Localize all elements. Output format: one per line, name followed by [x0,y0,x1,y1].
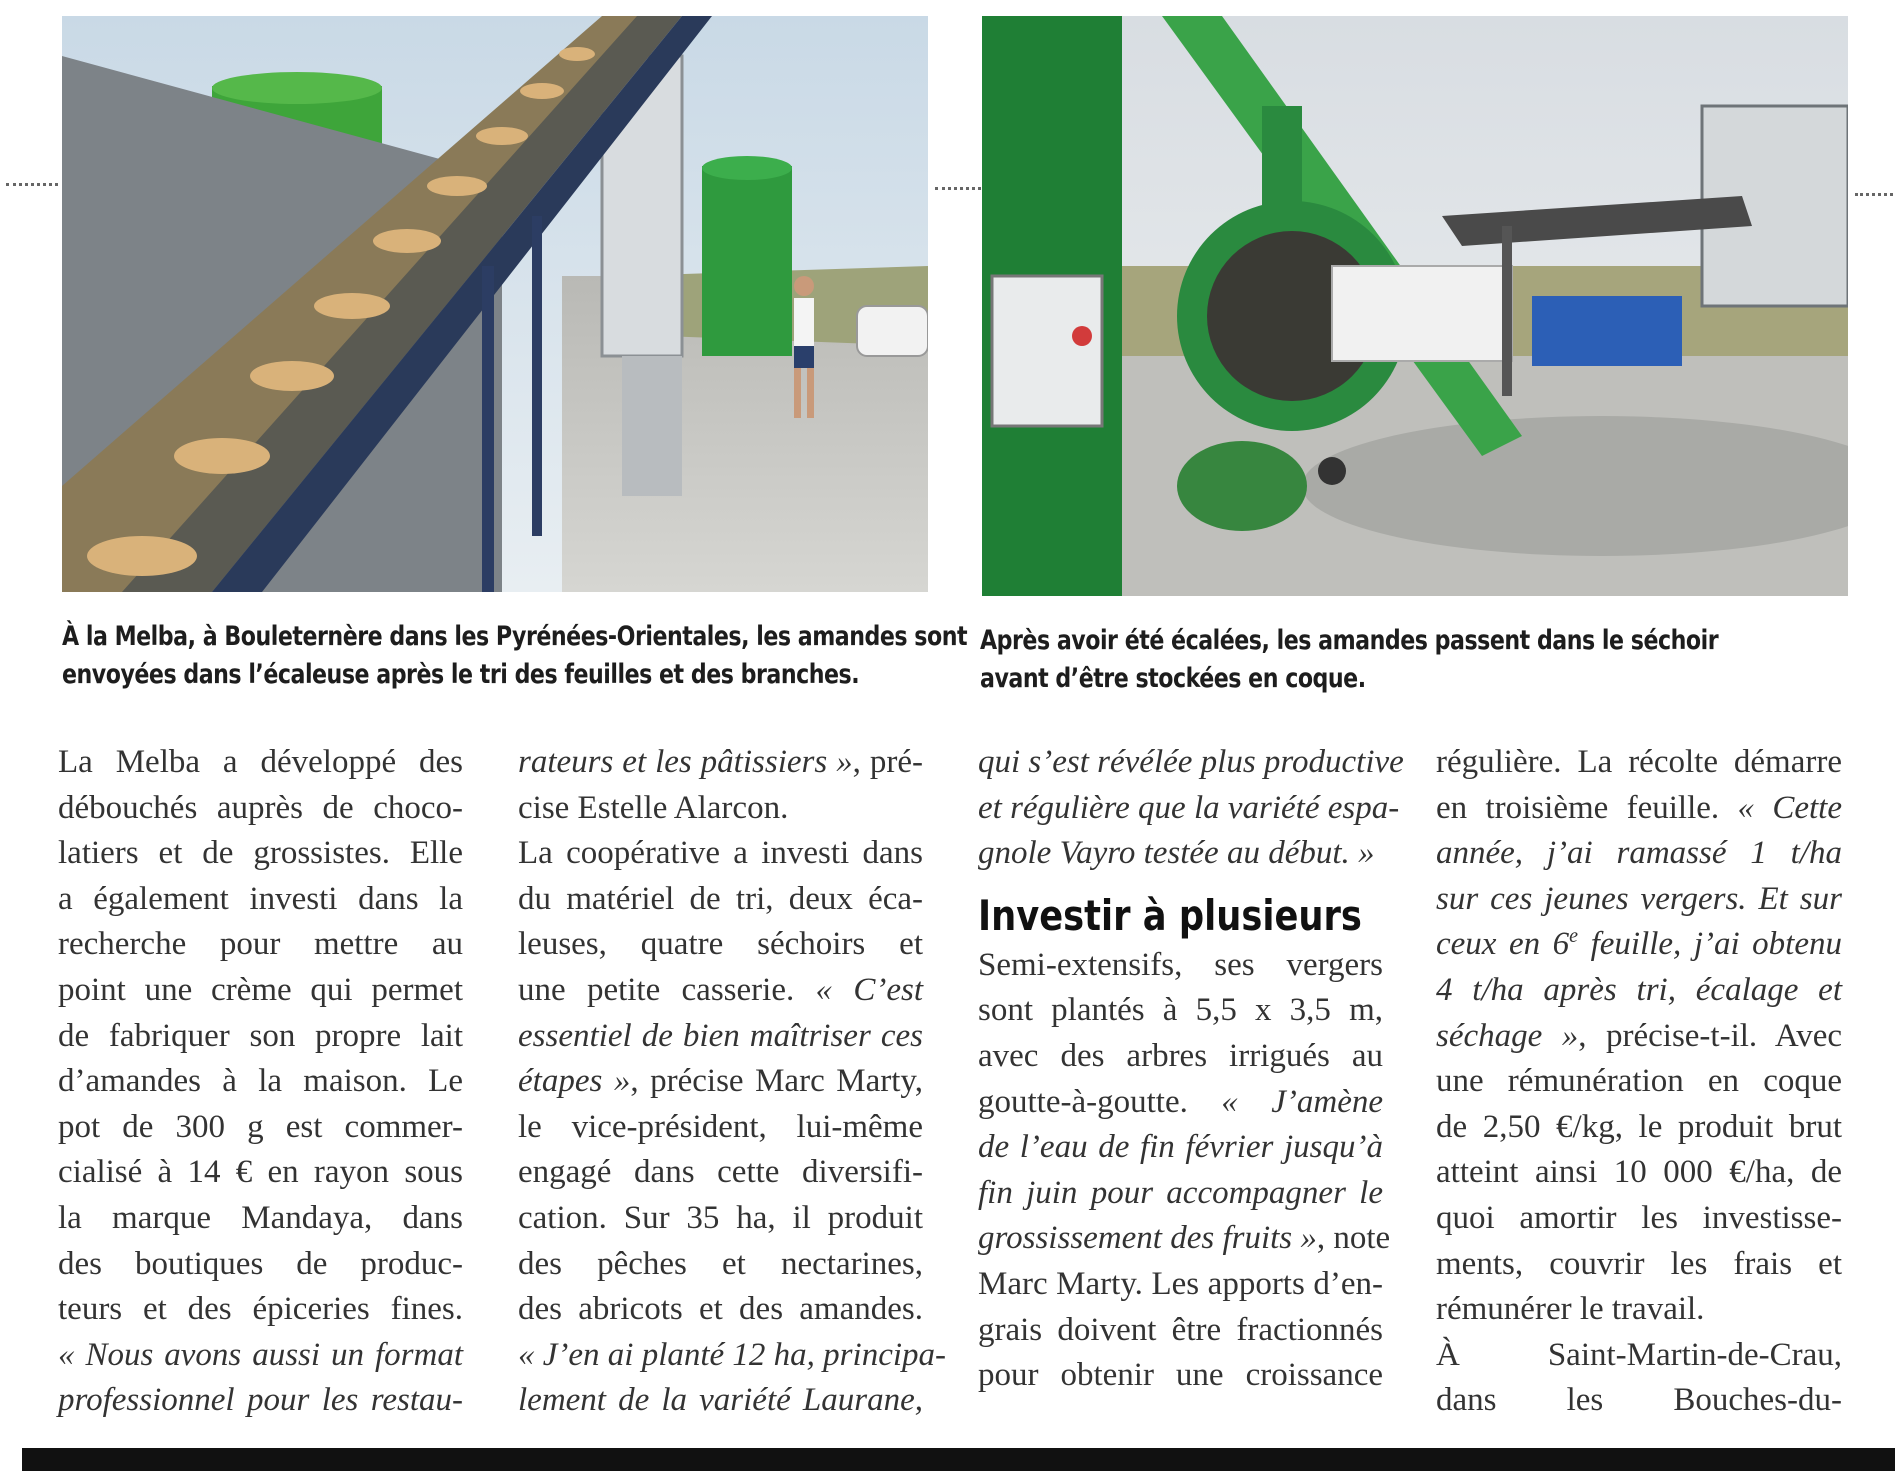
text-line [1436,1287,1842,1333]
text-segment: 4 t/ha après tri, écalage et [1436,971,1842,1008]
article-column-2 [518,740,947,1424]
text-line [978,786,1400,832]
text-line [58,1014,463,1060]
text-segment: teurs et des épiceries fines. [58,1291,463,1328]
text-segment: des boutiques de produc- [58,1245,463,1282]
text-segment: engagé dans cette diversifi- [518,1154,923,1191]
section-heading: Investir à plusieurs [978,890,1362,940]
text-segment: la marque Mandaya, dans [58,1199,463,1236]
text-line [518,1378,923,1424]
text-segment: gnole Vayro testée au début. » [978,835,1375,872]
text-line [978,1125,1383,1171]
text-line [518,1333,947,1379]
text-line [518,1059,923,1105]
text-line [1436,831,1842,877]
text-segment: Marc Marty. Les apports d’en- [978,1265,1383,1302]
text-line [58,1196,463,1242]
text-line [1436,877,1842,923]
text-line [58,1287,463,1333]
text-line [518,877,923,923]
text-segment: essentiel de bien maîtriser ces [518,1017,923,1054]
text-line [1436,786,1842,832]
text-segment: À Saint-Martin-de-Crau, [1436,1336,1842,1373]
text-line [1436,968,1842,1014]
text-segment: « Nous avons aussi un format [58,1336,463,1373]
text-segment: une petite casserie. [518,971,816,1008]
text-segment: « Cette [1737,789,1842,826]
text-segment: et régulière que la variété espa- [978,789,1400,826]
text-line [58,1333,463,1379]
caption-left-line: À la Melba, à Bouleternère dans les Pyrénées-Orientales, les amandes sont [62,621,968,652]
paragraph [518,740,947,1424]
text-line [518,1196,923,1242]
text-line [1436,1105,1842,1151]
text-line [58,1150,463,1196]
text-segment: quoi amortir les investisse- [1436,1199,1842,1236]
text-segment: pot de 300 g est commer- [58,1108,463,1145]
text-line [58,740,463,786]
text-segment: professionnel pour les restau- [58,1382,463,1419]
text-segment: une rémunération en coque [1436,1063,1842,1100]
text-line [58,968,463,1014]
text-segment: en troisième feuille. [1436,789,1738,826]
text-segment: de fabriquer son propre lait [58,1017,463,1054]
text-segment: Semi-extensifs, ses vergers [978,946,1383,983]
text-segment: sont plantés à 5,5 x 3,5 m, [978,992,1383,1029]
text-segment: étapes » [518,1063,631,1100]
text-segment: du matériel de tri, deux éca- [518,880,923,917]
text-segment: recherche pour mettre au [58,926,463,963]
text-line [978,1308,1383,1354]
text-segment: rémunérer le travail. [1436,1291,1705,1328]
text-segment: a également investi dans la [58,880,463,917]
text-line [1436,1150,1842,1196]
dotted-leader-right [1855,193,1893,196]
conveyor-illustration [62,16,928,592]
text-segment: avec des arbres irrigués au [978,1037,1383,1074]
paragraph [58,740,463,1424]
text-line [518,1150,923,1196]
text-segment: lement de la variété Laurane, [518,1382,923,1419]
text-line [978,831,1383,877]
text-line [518,968,923,1014]
text-line [518,1242,923,1288]
text-segment: e [1569,925,1579,948]
text-segment: rateurs et les pâtissiers » [518,744,853,780]
text-line [518,740,923,786]
text-line [1436,1378,1842,1424]
text-segment: régulière. La récolte démarre [1436,744,1842,780]
caption-right-line: Après avoir été écalées, les amandes passent dans le séchoir [980,625,1719,656]
text-segment: débouchés auprès de choco- [58,789,463,826]
caption-right [980,622,1718,698]
text-line [1436,1333,1842,1379]
text-line [978,1080,1383,1126]
text-line [978,1034,1383,1080]
text-line [1436,740,1842,786]
text-segment: fin juin pour accompagner le [978,1174,1383,1211]
text-line [58,1242,463,1288]
text-line [518,786,923,832]
text-line [58,1105,463,1151]
text-segment: pour obtenir une croissance [978,1357,1383,1394]
text-segment: « J’amène [1221,1083,1384,1120]
caption-right-line: avant d’être stockées en coque. [980,663,1366,694]
text-line [58,922,463,968]
text-segment: leuses, quatre séchoirs et [518,926,923,963]
text-segment: de 2,50 €/kg, le produit brut [1436,1108,1842,1145]
caption-left-line: envoyées dans l’écaleuse après le tri des feuilles et des branches. [62,659,860,690]
text-line [518,831,923,877]
text-segment: sur ces jeunes vergers. Et sur [1436,880,1842,917]
text-segment: cialisé à 14 € en rayon sous [58,1154,463,1191]
text-line [58,1378,463,1424]
text-line [58,831,463,877]
text-segment: d’amandes à la maison. Le [58,1063,463,1100]
text-line [58,877,463,923]
text-segment: grais doivent être fractionnés [978,1311,1383,1348]
text-segment: cation. Sur 35 ha, il produit [518,1199,923,1236]
text-segment: qui s’est révélée plus productive [978,744,1404,780]
text-segment: ceux en 6 [1436,926,1570,963]
text-segment: , pré- [852,744,923,780]
text-segment: , note [1316,1220,1391,1257]
bottom-rule [22,1448,1895,1471]
text-line [978,988,1383,1034]
text-line [978,1171,1383,1217]
text-line [518,1287,923,1333]
text-segment: latiers et de grossistes. Elle [58,835,463,872]
text-line [518,1105,923,1151]
text-line [58,786,463,832]
photo-almond-conveyor [62,16,928,592]
text-segment: feuille, j’ai obtenu [1578,926,1842,963]
text-segment: La Melba a développé des [58,744,463,780]
text-line [1436,1196,1842,1242]
text-segment: dans les Bouches-du- [1436,1382,1842,1419]
text-segment: « J’en ai planté 12 ha, principa- [518,1336,947,1373]
dryer-illustration [982,16,1848,596]
text-segment: des abricots et des amandes. [518,1291,923,1328]
text-line [978,740,1404,786]
text-segment: point une crème qui permet [58,971,463,1008]
text-segment: atteint ainsi 10 000 €/ha, de [1436,1154,1842,1191]
text-line [1436,922,1842,968]
paragraph [1436,740,1842,1424]
text-line [1436,1059,1842,1105]
article-column-4 [1436,740,1842,1424]
text-segment: cise Estelle Alarcon. [518,789,789,826]
text-segment: goutte-à-goutte. [978,1083,1222,1120]
text-line [518,1014,923,1060]
caption-left [62,618,967,694]
paragraph [978,740,1404,877]
text-line [518,922,923,968]
text-segment: ments, couvrir les frais et [1436,1245,1842,1282]
text-segment: La coopérative a investi dans [518,835,923,872]
text-line [1436,1014,1842,1060]
article-column-3 [978,740,1404,1399]
dotted-leader-middle [935,187,981,190]
text-segment: , précise Marc Marty, [630,1063,923,1100]
dotted-leader-left [6,183,58,186]
text-segment: « C’est [815,971,923,1008]
text-segment: des pêches et nectarines, [518,1245,923,1282]
text-line [978,943,1383,989]
paragraph [978,943,1391,1399]
text-segment: séchage » [1436,1017,1579,1054]
text-segment: de l’eau de fin février jusqu’à [978,1129,1383,1166]
article-column-1 [58,740,463,1424]
text-line [978,1216,1391,1262]
text-line [978,1262,1383,1308]
text-line [58,1059,463,1105]
text-line [1436,1242,1842,1288]
text-line [978,1353,1383,1399]
text-segment: le vice-président, lui-même [518,1108,923,1145]
photo-almond-dryer [982,16,1848,596]
text-segment: grossissement des fruits » [978,1220,1317,1257]
text-segment: année, j’ai ramassé 1 t/ha [1436,835,1842,872]
text-segment: , précise-t-il. Avec [1578,1017,1842,1054]
